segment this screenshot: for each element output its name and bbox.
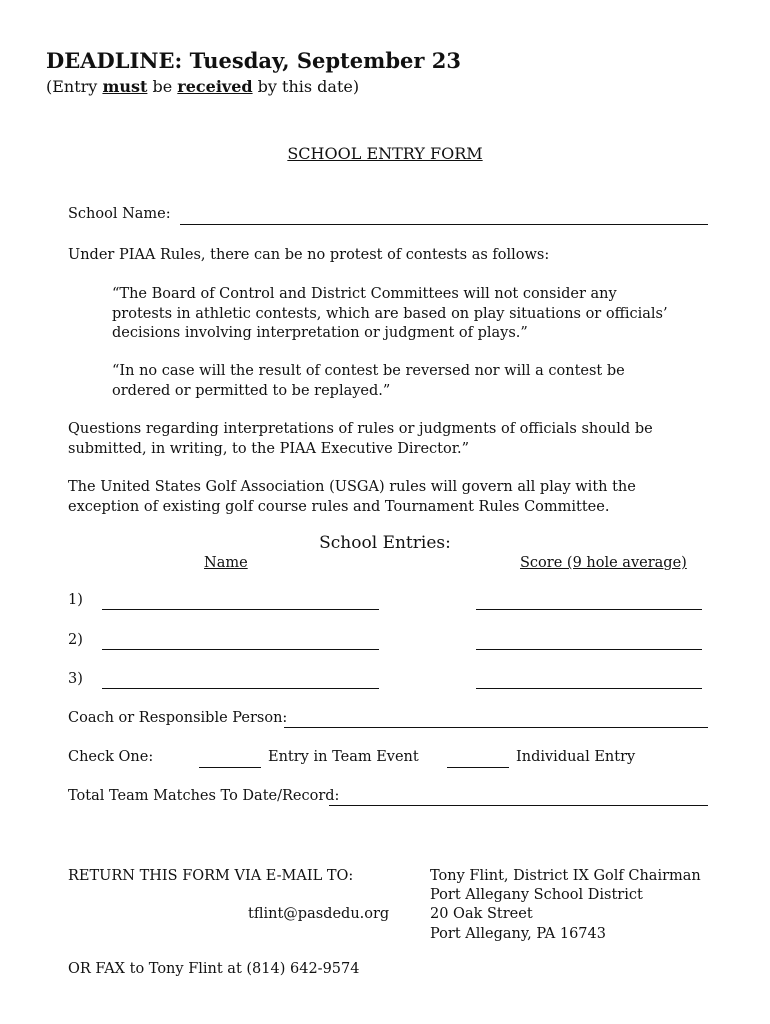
subtitle-be: be — [147, 77, 178, 96]
piaa-intro: Under PIAA Rules, there can be no protest of contests as follows: — [68, 247, 550, 263]
school-entries-heading: School Entries: — [319, 533, 451, 553]
entry-row-number: 1) — [68, 592, 83, 608]
address-line: Port Allegany, PA 16743 — [430, 926, 606, 942]
quote-no-reversal: “In no case will the result of contest be reversed nor will a contest be ordered or permitted to be replayed.” — [112, 363, 625, 399]
address-line: 20 Oak Street — [430, 906, 533, 922]
subtitle-received: received — [177, 77, 253, 96]
fax-line: OR FAX to Tony Flint at (814) 642-9574 — [68, 961, 360, 977]
coach-field[interactable] — [284, 727, 708, 728]
school-name-field[interactable] — [180, 224, 708, 225]
entry-score-field-2[interactable] — [476, 649, 702, 650]
individual-entry-label: Individual Entry — [516, 749, 636, 765]
team-event-checkbox[interactable] — [199, 767, 261, 768]
team-record-field[interactable] — [329, 805, 708, 806]
entry-score-field-3[interactable] — [476, 688, 702, 689]
return-label: RETURN THIS FORM VIA E-MAIL TO: — [68, 868, 354, 884]
school-name-label: School Name: — [68, 206, 171, 222]
entry-name-field-3[interactable] — [102, 688, 379, 689]
address-line: Port Allegany School District — [430, 887, 643, 903]
questions-paragraph: Questions regarding interpretations of rules or judgments of officials should be submitted, in writing, to the PIAA Executive Director.” — [68, 421, 653, 457]
entry-row-number: 2) — [68, 632, 83, 648]
form-title: SCHOOL ENTRY FORM — [287, 144, 483, 163]
entry-name-field-1[interactable] — [102, 609, 379, 610]
individual-entry-checkbox[interactable] — [447, 767, 509, 768]
deadline-subtitle — [46, 77, 359, 96]
deadline-heading: DEADLINE: Tuesday, September 23 — [46, 48, 461, 73]
return-email: tflint@pasdedu.org — [248, 906, 390, 922]
entry-row-number: 3) — [68, 671, 83, 687]
team-event-label: Entry in Team Event — [268, 749, 419, 765]
entry-name-field-2[interactable] — [102, 649, 379, 650]
subtitle-post: by this date) — [252, 77, 360, 96]
subtitle-pre: (Entry — [46, 77, 103, 96]
entry-score-field-1[interactable] — [476, 609, 702, 610]
team-record-label: Total Team Matches To Date/Record: — [68, 788, 340, 804]
usga-paragraph: The United States Golf Association (USGA) rules will govern all play with the exception of existing golf course rules and Tournament Rules Committee. — [68, 479, 636, 515]
name-column-header: Name — [204, 555, 248, 571]
address-line: Tony Flint, District IX Golf Chairman — [430, 868, 701, 884]
coach-label: Coach or Responsible Person: — [68, 710, 288, 726]
check-one-label: Check One: — [68, 749, 154, 765]
subtitle-must: must — [102, 77, 148, 96]
score-column-header: Score (9 hole average) — [520, 555, 687, 571]
quote-board-of-control: “The Board of Control and District Committees will not consider any protests in athletic contests, which are based on play situations or officials’ decisions involving interpretation or judgment of plays.” — [112, 286, 668, 341]
